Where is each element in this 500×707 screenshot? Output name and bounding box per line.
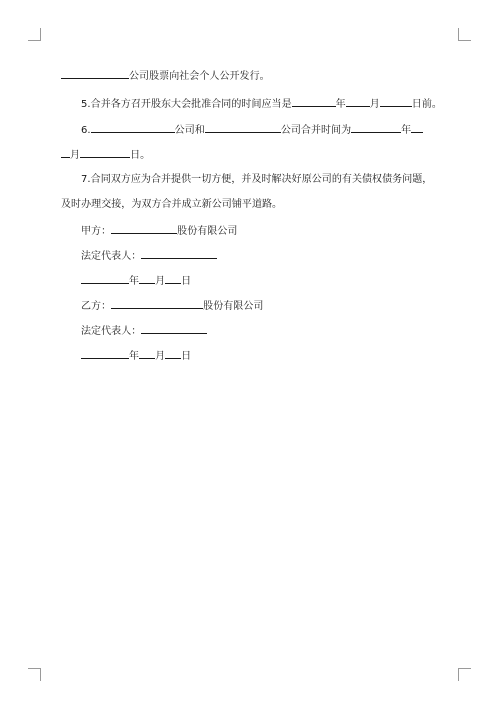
blank-field xyxy=(205,121,281,133)
clause-5-text: 5.合并各方召开股东大会批准合同的时间应当是 xyxy=(81,99,292,110)
clause-6 xyxy=(81,121,423,138)
party-a-suffix: 股份有限公司 xyxy=(177,226,238,237)
party-b-label: 乙方： xyxy=(81,301,112,312)
year-label: 年 xyxy=(129,351,140,362)
month-label: 月 xyxy=(70,150,81,161)
blank-field xyxy=(380,95,412,107)
day-label: 日前。 xyxy=(411,99,442,110)
party-b-date xyxy=(81,347,191,364)
month-label: 月 xyxy=(369,99,380,110)
blank-field xyxy=(61,146,70,158)
day-label: 日。 xyxy=(130,150,151,161)
blank-field xyxy=(141,322,207,334)
blank-field xyxy=(111,297,203,309)
clause-6-number: 6. xyxy=(81,125,91,136)
month-label: 月 xyxy=(155,351,166,362)
party-a-representative xyxy=(81,247,217,264)
company-and-text: 公司和 xyxy=(174,125,205,136)
crop-mark-top-right xyxy=(458,28,471,41)
blank-field xyxy=(139,347,155,359)
month-label: 月 xyxy=(155,276,166,287)
blank-field xyxy=(91,121,175,133)
share-issue-text: 公司股票向社会个人公开发行。 xyxy=(129,71,270,82)
blank-field xyxy=(111,222,177,234)
year-label: 年 xyxy=(335,99,346,110)
party-a-line xyxy=(81,222,237,239)
blank-field xyxy=(165,272,181,284)
blank-field xyxy=(411,121,423,133)
day-label: 日 xyxy=(181,276,192,287)
merge-time-text: 公司合并时间为 xyxy=(280,125,352,136)
representative-label: 法定代表人： xyxy=(81,326,142,337)
blank-field xyxy=(346,95,370,107)
representative-label: 法定代表人： xyxy=(81,251,142,262)
year-label: 年 xyxy=(129,276,140,287)
blank-field xyxy=(61,67,129,79)
blank-field xyxy=(351,121,401,133)
crop-mark-bottom-right xyxy=(458,668,471,681)
party-b-representative xyxy=(81,322,207,339)
blank-field xyxy=(81,272,129,284)
clause-6-continued xyxy=(61,146,150,163)
blank-field xyxy=(139,272,155,284)
blank-field xyxy=(141,247,217,259)
blank-field xyxy=(292,95,336,107)
party-b-line xyxy=(81,297,263,314)
year-label: 年 xyxy=(401,125,412,136)
blank-field xyxy=(81,347,129,359)
party-b-suffix: 股份有限公司 xyxy=(203,301,264,312)
party-a-date xyxy=(81,272,191,289)
party-a-label: 甲方： xyxy=(81,226,112,237)
blank-field xyxy=(165,347,181,359)
clause-7-line-1: 7.合同双方应为合并提供一切方便，并及时解决好原公司的有关债权债务问题， xyxy=(81,174,433,185)
clause-7-line-2: 及时办理交接，为双方合并成立新公司铺平道路。 xyxy=(61,199,283,210)
clause-5 xyxy=(81,95,442,112)
crop-mark-bottom-left xyxy=(28,668,41,681)
day-label: 日 xyxy=(181,351,192,362)
crop-mark-top-left xyxy=(28,28,41,41)
share-issue-line xyxy=(61,67,270,84)
blank-field xyxy=(80,146,130,158)
